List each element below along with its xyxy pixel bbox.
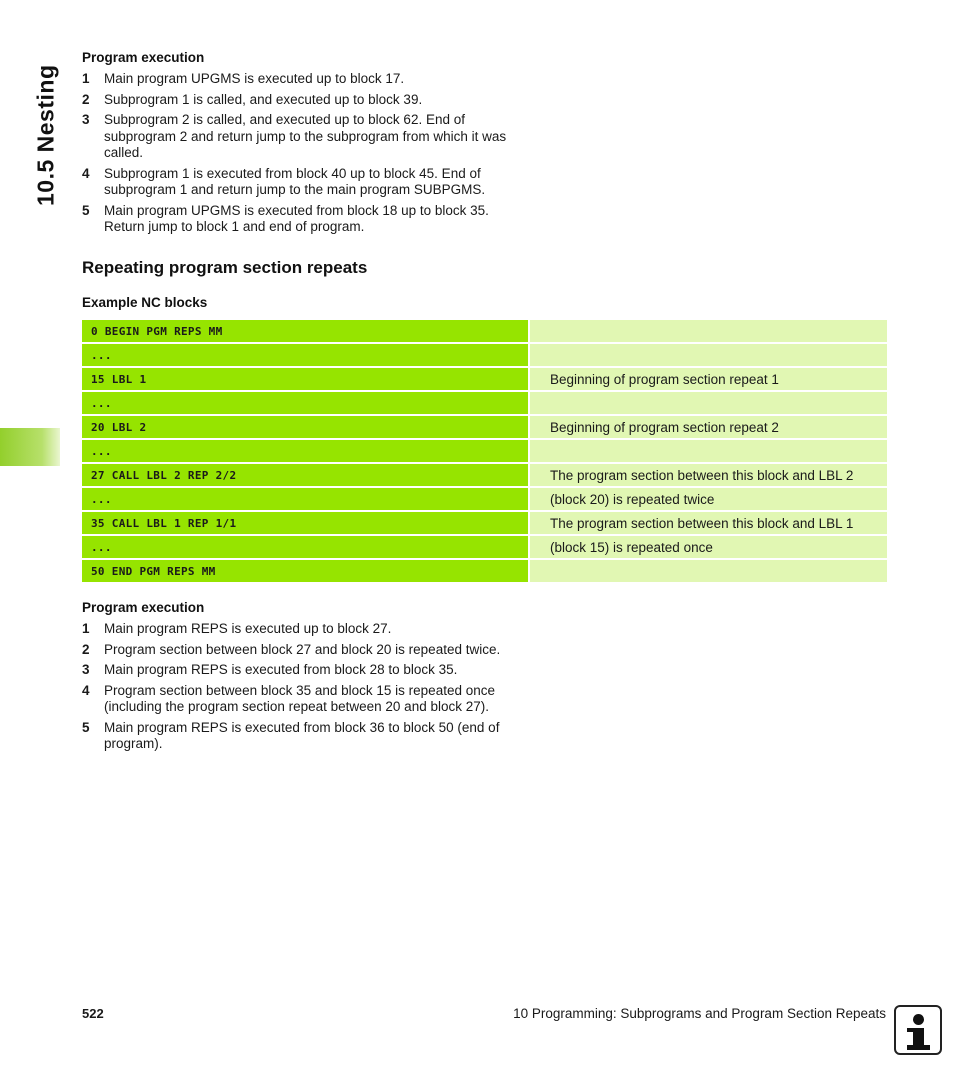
list-item: 1 Main program REPS is executed up to block 27. <box>82 621 392 636</box>
table-row <box>82 368 887 390</box>
nc-comment-cell <box>530 560 887 582</box>
nc-comment-cell <box>530 392 887 414</box>
nc-comment-cell: The program section between this block and LBL 2 <box>530 464 887 486</box>
chapter-side-title: 10.5 Nesting <box>32 64 59 206</box>
nc-code-cell: 20 LBL 2 <box>82 416 528 438</box>
table-row <box>82 416 887 438</box>
table-row <box>82 512 887 534</box>
nc-comment-cell: Beginning of program section repeat 2 <box>530 416 887 438</box>
nc-code-cell: 27 CALL LBL 2 REP 2/2 <box>82 464 528 486</box>
nc-code-cell: ... <box>82 488 528 510</box>
list-item: 5 Main program UPGMS is executed from block 18 up to block 35. Return jump to block 1 and end of program. <box>82 202 489 234</box>
nc-code-cell: ... <box>82 536 528 558</box>
list-item: 4 Subprogram 1 is executed from block 40 up to block 45. End of subprogram 1 and return jump to the main program SUBPGMS. <box>82 165 486 197</box>
table-row <box>82 536 887 558</box>
nc-comment-cell: The program section between this block and LBL 1 <box>530 512 887 534</box>
page-number: 522 <box>82 1006 104 1021</box>
nc-comment-cell: (block 20) is repeated twice <box>530 488 887 510</box>
program-execution-steps-2 <box>82 621 532 753</box>
nc-code-cell: ... <box>82 440 528 462</box>
nc-blocks-table <box>82 320 887 584</box>
table-row <box>82 440 887 462</box>
nc-comment-cell <box>530 320 887 342</box>
program-execution-heading-1: Program execution <box>82 50 205 65</box>
table-row <box>82 464 887 486</box>
nc-code-cell: 0 BEGIN PGM REPS MM <box>82 320 528 342</box>
section-heading-repeats: Repeating program section repeats <box>82 258 368 277</box>
nc-code-cell: 35 CALL LBL 1 REP 1/1 <box>82 512 528 534</box>
program-execution-heading-2: Program execution <box>82 600 205 615</box>
list-item: 3 Main program REPS is executed from block 28 to block 35. <box>82 662 458 677</box>
nc-code-cell: 50 END PGM REPS MM <box>82 560 528 582</box>
nc-code-cell: ... <box>82 392 528 414</box>
chapter-footer-title: 10 Programming: Subprograms and Program Section Repeats <box>513 1006 886 1021</box>
list-item: 5 Main program REPS is executed from block 36 to block 50 (end of program). <box>82 719 500 751</box>
list-item: 3 Subprogram 2 is called, and executed up to block 62. End of subprogram 2 and return jump to the subprogram from which it was called. <box>82 112 507 160</box>
nc-code-cell: 15 LBL 1 <box>82 368 528 390</box>
nc-comment-cell <box>530 440 887 462</box>
nc-comment-cell: (block 15) is repeated once <box>530 536 887 558</box>
example-nc-blocks-heading: Example NC blocks <box>82 295 208 310</box>
program-execution-steps-1 <box>82 71 532 236</box>
list-item: 4 Program section between block 35 and block 15 is repeated once (including the program section repeat between 20 and block 27). <box>82 682 495 714</box>
chapter-side-tab <box>0 428 60 466</box>
nc-comment-cell <box>530 344 887 366</box>
nc-comment-cell: Beginning of program section repeat 1 <box>530 368 887 390</box>
list-item: 2 Program section between block 27 and block 20 is repeated twice. <box>82 641 501 657</box>
list-item: 1 Main program UPGMS is executed up to block 17. <box>82 71 405 86</box>
table-row <box>82 344 887 366</box>
table-row <box>82 488 887 510</box>
table-row <box>82 392 887 414</box>
list-item: 2 Subprogram 1 is called, and executed up to block 39. <box>82 91 423 107</box>
info-icon <box>894 1005 942 1055</box>
table-row <box>82 320 887 342</box>
nc-code-cell: ... <box>82 344 528 366</box>
table-row <box>82 560 887 582</box>
